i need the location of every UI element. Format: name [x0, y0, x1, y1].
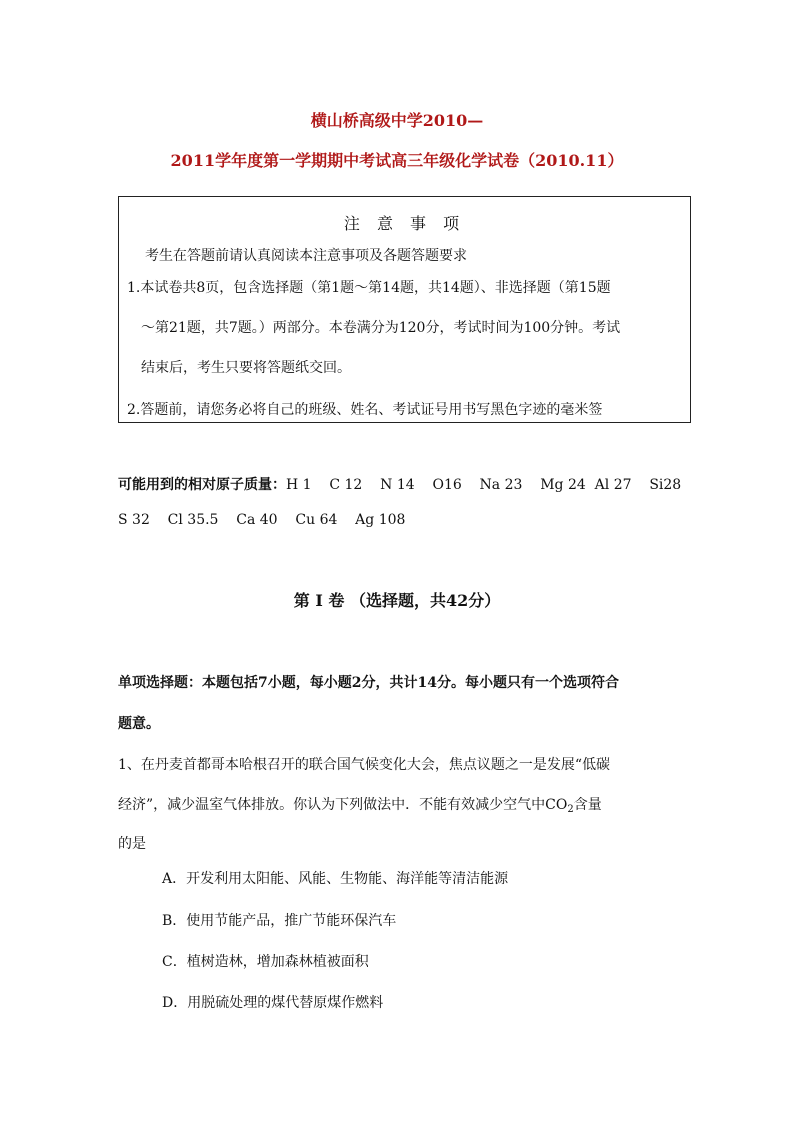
co2-subscript: 2 — [567, 804, 574, 815]
instructions-line2: 题意。 — [118, 716, 160, 732]
option-d: D．用脱硫处理的煤代替原煤作燃料 — [162, 995, 384, 1011]
question1-line3: 的是 — [118, 836, 146, 852]
notice-box — [118, 196, 691, 423]
notice-item1-line2: ～第21题，共7题。）两部分。本卷满分为120分，考试时间为100分钟。考试 — [141, 320, 621, 336]
notice-item1-line1: 1.本试卷共8页，包含选择题（第1题～第14题，共14题）、非选择题（第15题 — [127, 280, 611, 296]
notice-item2: 2.答题前，请您务必将自己的班级、姓名、考试证号用书写黑色字迹的毫米签 — [127, 402, 603, 418]
question1-line2-tail: 含量 — [573, 797, 602, 813]
atomic-masses-line1 — [118, 474, 681, 494]
section-title: 第 I 卷 （选择题，共42分） — [293, 591, 501, 610]
notice-intro: 考生在答题前请认真阅读本注意事项及各题答题要求 — [145, 248, 467, 264]
exam-title-line2: 2011学年度第一学期期中考试高三年级化学试卷（2010.11） — [170, 151, 624, 170]
question1-line2 — [118, 794, 602, 815]
instructions-line1: 单项选择题：本题包括7小题，每小题2分，共计14分。每小题只有一个选项符合 — [118, 675, 619, 691]
option-a: A．开发利用太阳能、风能、生物能、海洋能等清洁能源 — [162, 871, 509, 887]
question1-line2-text: 经济”，减少温室气体排放。你认为下列做法中．不能有效减少空气中CO — [118, 797, 568, 813]
option-c: C．植树造林，增加森林植被面积 — [162, 954, 369, 970]
question1-line1: 1、在丹麦首都哥本哈根召开的联合国气候变化大会，焦点议题之一是发展“低碳 — [118, 757, 611, 773]
exam-title-line1: 横山桥高级中学2010— — [310, 111, 484, 130]
atomic-masses-values1: H 1 C 12 N 14 O16 Na 23 Mg 24 Al 27 Si28 — [286, 477, 682, 493]
atomic-masses-line2: S 32 Cl 35.5 Ca 40 Cu 64 Ag 108 — [118, 512, 406, 528]
notice-item1-line3: 结束后，考生只要将答题纸交回。 — [141, 360, 351, 376]
notice-heading: 注 意 事 项 — [343, 214, 466, 233]
option-b: B．使用节能产品，推广节能环保汽车 — [162, 913, 397, 929]
atomic-masses-label: 可能用到的相对原子质量： — [118, 477, 286, 493]
